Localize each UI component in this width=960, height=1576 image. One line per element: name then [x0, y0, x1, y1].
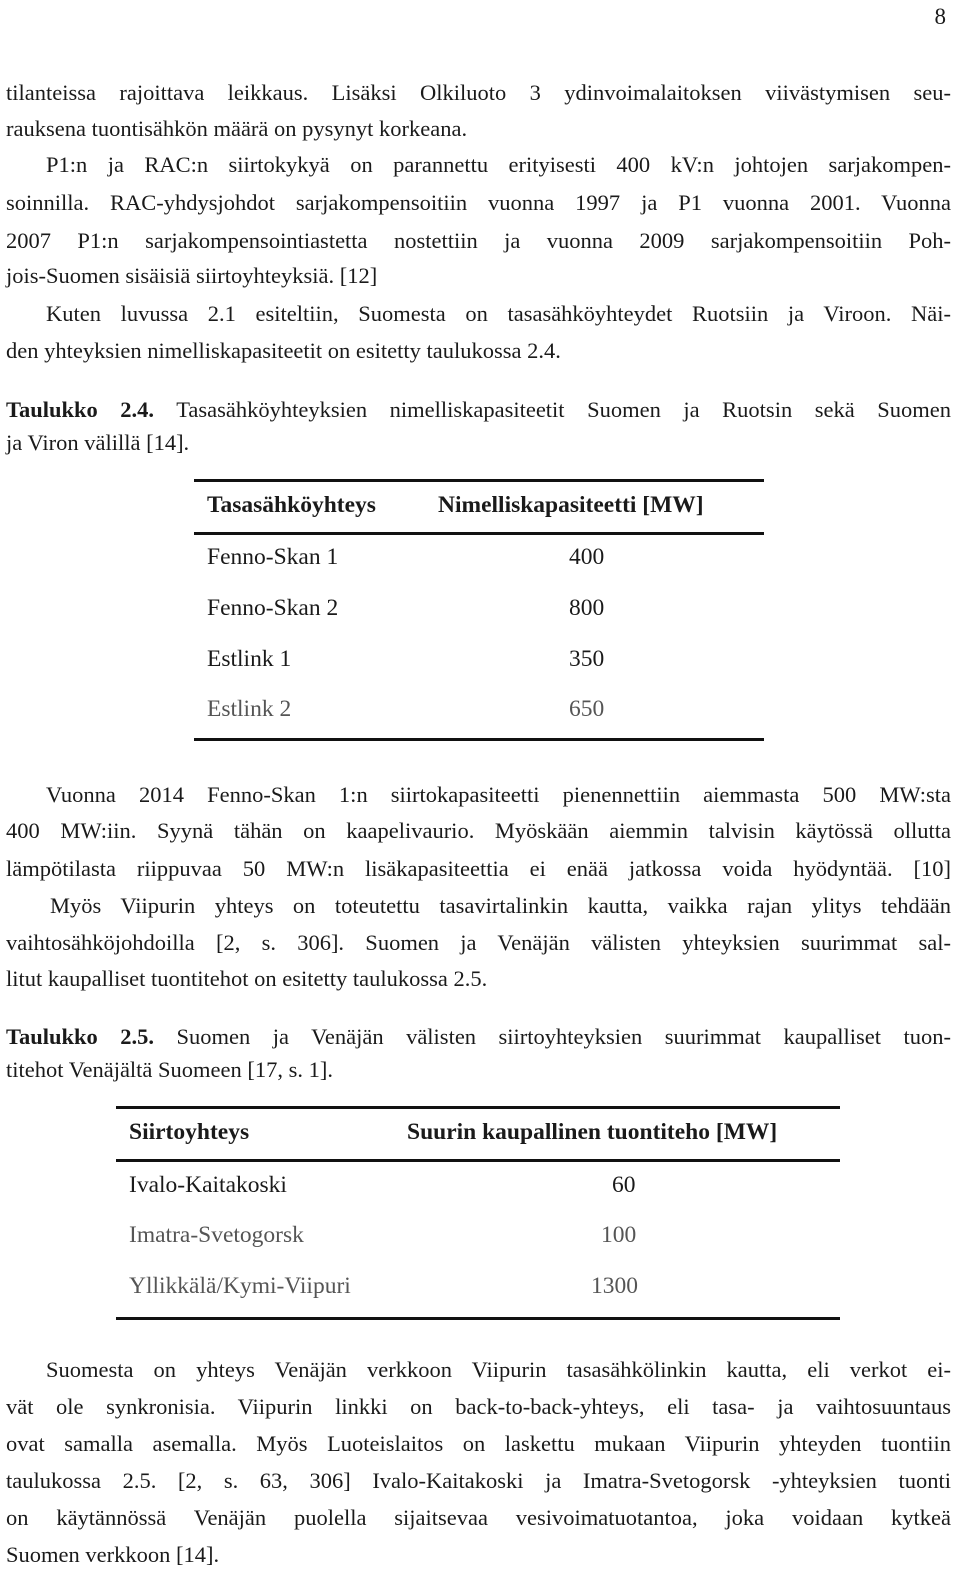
table-cell: Estlink 2 — [207, 696, 292, 722]
body-text-line: jois-Suomen sisäisiä siirtoyhteyksiä. [12] — [6, 263, 378, 288]
table-cell: Estlink 1 — [207, 646, 292, 672]
table-header-cell: Tasasähköyhteys — [207, 492, 376, 518]
body-text-line: P1:n ja RAC:n siirtokykyä on parannettu erityisesti 400 kV:n johtojen sarjakompen- — [46, 152, 951, 177]
table-caption-label: Taulukko 2.4. — [6, 397, 155, 422]
body-text-line: ovat samalla asemalla. Myös Luoteislaitos on laskettu mukaan Viipurin yhteyden tuontiin — [6, 1431, 951, 1456]
body-text-line: Myös Viipurin yhteys on toteutettu tasavirtalinkin kautta, vaikka rajan ylitys tehdään — [50, 893, 951, 918]
table-cell: Fenno-Skan 2 — [207, 595, 339, 621]
table-header-rule — [194, 532, 764, 535]
table-cell: Fenno-Skan 1 — [207, 544, 339, 570]
table-cell: 800 — [569, 595, 605, 621]
table-top-rule — [116, 1106, 840, 1109]
table-top-rule — [194, 479, 764, 482]
table-cell: 1300 — [591, 1273, 638, 1299]
table-header-cell: Nimelliskapasiteetti [MW] — [438, 492, 704, 518]
table-cell: 400 — [569, 544, 605, 570]
body-text-line: 2007 P1:n sarjakompensointiastetta nostettiin ja vuonna 2009 sarjakompensoitiin Poh- — [6, 228, 951, 253]
table-cell: 650 — [569, 696, 605, 722]
body-text-line: rauksena tuontisähkön määrä on pysynyt korkeana. — [6, 116, 468, 141]
table-cell: 100 — [601, 1222, 637, 1248]
table-caption-text: Suomen ja Venäjän välisten siirtoyhteyksien suurimmat kaupalliset tuon- — [176, 1024, 951, 1049]
table-caption-label: Taulukko 2.5. — [6, 1024, 154, 1049]
body-text-line: vaihtosähköjohdoilla [2, s. 306]. Suomen ja Venäjän välisten yhteyksien suurimmat sal- — [6, 930, 951, 955]
body-text-line: lämpötilasta riippuvaa 50 MW:n lisäkapasiteettia ei enää jatkossa voida hyödyntää. [10] — [6, 856, 951, 881]
table-caption-line: titehot Venäjältä Suomeen [17, s. 1]. — [6, 1057, 334, 1082]
table-header-cell: Siirtoyhteys — [129, 1119, 250, 1145]
table-caption — [6, 399, 951, 422]
body-text-line: tilanteissa rajoittava leikkaus. Lisäksi Olkiluoto 3 ydinvoimalaitoksen viivästymisen seu- — [6, 80, 951, 105]
table-bottom-rule — [194, 738, 764, 741]
table-cell: Imatra-Svetogorsk — [129, 1222, 304, 1248]
table-cell: Yllikkälä/Kymi-Viipuri — [129, 1273, 351, 1299]
body-text-line: vät ole synkronisia. Viipurin linkki on back-to-back-yhteys, eli tasa- ja vaihtosuuntaus — [6, 1394, 951, 1419]
body-text-line: Vuonna 2014 Fenno-Skan 1:n siirtokapasiteetti pienennettiin aiemmasta 500 MW:sta — [46, 782, 951, 807]
body-text-line: Suomesta on yhteys Venäjän verkkoon Viipurin tasasähkölinkin kautta, eli verkot ei- — [46, 1357, 951, 1382]
table-cell: 350 — [569, 646, 605, 672]
body-text-line: 400 MW:iin. Syynä tähän on kaapelivaurio. Myöskään aiemmin talvisin käytössä ollutta — [6, 818, 951, 843]
body-text-line: soinnilla. RAC-yhdysjohdot sarjakompensoitiin vuonna 1997 ja P1 vuonna 2001. Vuonna — [6, 190, 951, 215]
table-bottom-rule — [116, 1317, 840, 1320]
table-caption — [6, 1026, 951, 1049]
table-header-cell: Suurin kaupallinen tuontiteho [MW] — [407, 1119, 778, 1145]
table-caption-text: Tasasähköyhteyksien nimelliskapasiteetit Suomen ja Ruotsin sekä Suomen — [176, 397, 952, 422]
body-text-line: den yhteyksien nimelliskapasiteetit on esitetty taulukossa 2.4. — [6, 338, 561, 363]
body-text-line: Kuten luvussa 2.1 esiteltiin, Suomesta on tasasähköyhteydet Ruotsiin ja Viroon. Näi- — [46, 301, 951, 326]
table-cell: 60 — [612, 1172, 636, 1198]
table-cell: Ivalo-Kaitakoski — [129, 1172, 287, 1198]
body-text-line: taulukossa 2.5. [2, s. 63, 306] Ivalo-Kaitakoski ja Imatra-Svetogorsk -yhteyksien tuonti — [6, 1468, 951, 1493]
body-text-line: litut kaupalliset tuontitehot on esitetty taulukossa 2.5. — [6, 966, 488, 991]
table-header-rule — [116, 1159, 840, 1162]
page-number: 8 — [934, 4, 946, 29]
body-text-line: on käytännössä Venäjän puolella sijaitsevaa vesivoimatuotantoa, joka voidaan kytkeä — [6, 1505, 951, 1530]
table-caption-line: ja Viron välillä [14]. — [6, 430, 190, 455]
body-text-line: Suomen verkkoon [14]. — [6, 1542, 220, 1567]
